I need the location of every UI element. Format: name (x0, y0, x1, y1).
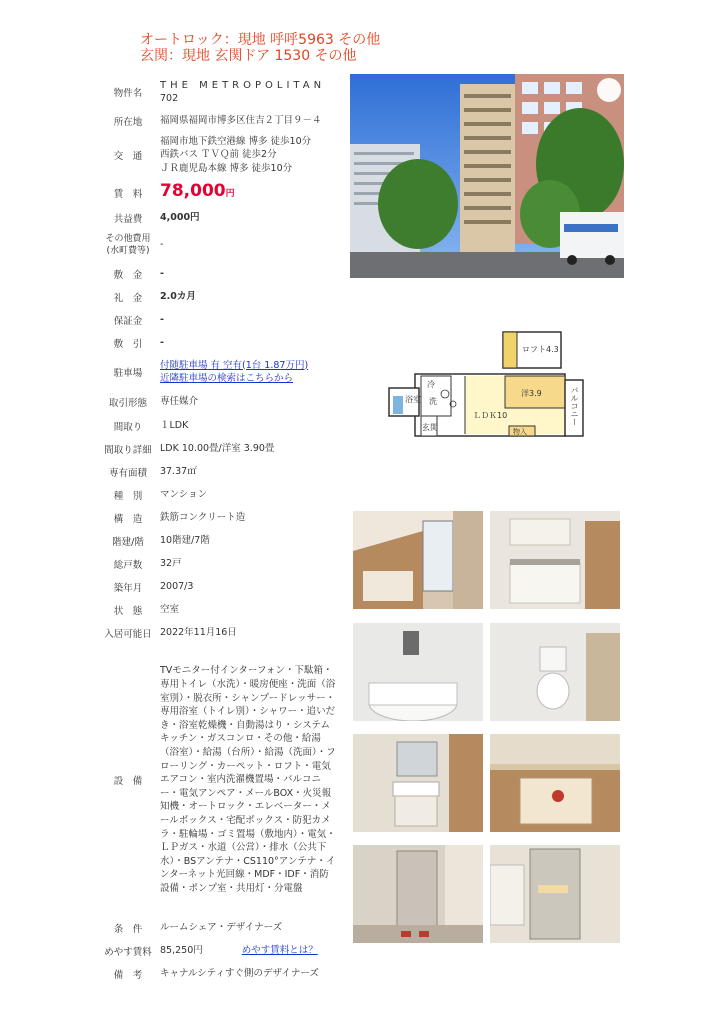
row-hoshokin (100, 308, 340, 331)
row-shikikin (100, 262, 340, 286)
row-name (100, 74, 340, 110)
photo-storage[interactable] (490, 845, 620, 943)
value-equipment: TVモニター付インターフォン・下駄箱・専用トイレ（水洗）・暖房便座・洗面（浴室別）・脱衣所・シャンプードレッサー・専用浴室（トイレ別）・シャワー・追いだき・浴室乾燥機・自動湯はり・システムキッチン・ガスコンロ・その他・給湯（浴室）・給湯（台所）・給湯（洗面）・フローリング・カーペット・ロフト・電気エアコン・室内洗濯機置場・バルコニー・電気アンペア・メールBOX・火災報知機・オートロック・エレベーター・メールボックス・宅配ボックス・防犯カメラ・駐輪場・ゴミ置場（敷地内）・電気・ＬＰガス・水道（公営）・排水（公共下水）・BSアンテナ・CS110°アンテナ・インターネット光回線・MDF・IDF・消防設備・ポンプ室・共用灯・分電盤 (160, 665, 336, 894)
header-line-1: オートロック：現地 呼呼5963 その他 (140, 32, 381, 48)
spec-table (100, 74, 340, 985)
parking-info-link[interactable]: 付随駐車場 有 空有(1台 1.87万円) (160, 359, 309, 371)
fp-bath-label: 浴室 (405, 395, 421, 404)
photo-loft-room[interactable] (353, 511, 483, 609)
value-other: - (160, 239, 164, 251)
label-transport: 交 通 (113, 151, 143, 162)
value-area: 37.37㎡ (160, 465, 197, 477)
label-shikibiki: 敷 引 (113, 338, 143, 350)
label-units: 総戸数 (113, 559, 143, 571)
fp-cold-label: 冷 (427, 380, 435, 389)
value-type: マンション (160, 488, 208, 500)
floor-plan[interactable] (385, 330, 585, 442)
value-parking (160, 359, 308, 386)
row-deal (100, 390, 340, 414)
value-hoshokin: - (160, 313, 164, 325)
row-area (100, 460, 340, 483)
value-common: 4,000円 (160, 212, 200, 224)
value-name (160, 79, 325, 106)
value-layout-detail: LDK 10.00畳/洋室 3.90畳 (160, 442, 275, 454)
label-floor: 階建/階 (112, 536, 144, 548)
label-equipment: 設 備 (113, 776, 143, 787)
fp-storage-label: 物入 (513, 428, 527, 436)
transport-1: 福岡市地下鉄空港線 博多 徒歩10分 (160, 135, 312, 147)
label-area: 専有面積 (108, 467, 147, 479)
label-deal: 取引形態 (108, 398, 147, 409)
header-notes (140, 32, 380, 64)
label-conditions: 条 件 (113, 923, 143, 935)
label-parking: 駐車場 (113, 368, 143, 379)
header-line-2: 玄関：現地 玄関ドア 1530 その他 (140, 48, 357, 64)
value-shikibiki: - (160, 336, 164, 348)
photo-bedroom[interactable] (490, 734, 620, 832)
row-layout-detail (100, 437, 340, 460)
row-structure (100, 506, 340, 529)
value-reikin: 2.0カ月 (160, 291, 196, 303)
transport-3: ＪＲ鹿児島本線 博多 徒歩10分 (160, 162, 293, 174)
transport-2: 西鉄バス ＴＶＱ前 徒歩2分 (160, 149, 277, 161)
value-rent (160, 180, 235, 202)
row-floor (100, 529, 340, 552)
meyasu-help-link[interactable]: めやす賃料とは？ (241, 944, 318, 956)
building-exterior-photo[interactable] (350, 74, 624, 278)
row-status (100, 598, 340, 621)
row-built (100, 575, 340, 598)
label-rent: 賃 料 (113, 189, 143, 200)
room-number: 702 (160, 93, 179, 104)
value-meyasu (160, 944, 318, 958)
value-layout: １LDK (160, 419, 189, 431)
label-status: 状 態 (113, 605, 143, 617)
photo-bathroom[interactable] (353, 623, 483, 721)
row-parking (100, 354, 340, 390)
value-deal: 専任媒介 (160, 396, 199, 408)
row-rent (100, 178, 340, 208)
row-conditions (100, 916, 340, 939)
photo-entrance[interactable] (353, 845, 483, 943)
value-address: 福岡県福岡市博多区住吉２丁目９－４ (160, 115, 322, 127)
fp-balcony-label: バルコニー (570, 386, 579, 426)
label-reikin: 礼 金 (113, 293, 143, 304)
label-built: 築年月 (113, 582, 143, 594)
value-built: 2007/3 (160, 580, 194, 592)
label-hoshokin: 保証金 (113, 315, 143, 327)
rent-unit: 円 (225, 188, 235, 199)
fp-western-label: 洋3.9 (521, 389, 542, 398)
label-type: 種 別 (113, 490, 143, 502)
label-address: 所在地 (113, 117, 143, 128)
value-transport (160, 135, 311, 176)
value-units: 32戸 (160, 557, 182, 569)
label-shikikin: 敷 金 (113, 270, 143, 281)
row-other (100, 228, 340, 262)
meyasu-amount: 85,250円 (160, 944, 203, 956)
value-conditions: ルームシェア・デザイナーズ (160, 921, 283, 933)
label-structure: 構 造 (113, 513, 143, 525)
row-reikin (100, 286, 340, 308)
row-movein (100, 621, 340, 644)
label-layout: 間取り (113, 421, 143, 433)
row-transport (100, 132, 340, 178)
row-type (100, 483, 340, 506)
fp-wash-label: 洗 (429, 397, 437, 406)
fp-ldk-label: ＬＤＫ10 (473, 411, 508, 420)
photo-washroom[interactable] (353, 734, 483, 832)
row-address (100, 110, 340, 132)
label-layout-detail: 間取り詳細 (104, 444, 152, 456)
row-meyasu (100, 939, 340, 962)
label-remarks: 備 考 (113, 969, 143, 981)
fp-entrance-label: 玄関 (422, 423, 438, 432)
row-equipment (100, 644, 340, 916)
rent-amount: 78,000 (160, 180, 226, 201)
row-common (100, 208, 340, 228)
building-name: THE METROPOLITAN (160, 79, 326, 91)
value-shikikin: - (160, 268, 164, 280)
row-remarks (100, 962, 340, 985)
value-structure: 鉄筋コンクリート造 (160, 511, 246, 523)
row-units (100, 552, 340, 575)
photo-kitchen[interactable] (490, 511, 620, 609)
row-shikibiki (100, 331, 340, 354)
fp-loft-label: ロフト4.3 (522, 345, 559, 354)
value-status: 空室 (160, 603, 180, 615)
photo-toilet[interactable] (490, 623, 620, 721)
nearby-parking-link[interactable]: 近隣駐車場の検索はこちらから (160, 373, 294, 384)
label-name: 物件名 (113, 88, 143, 99)
value-movein: 2022年11月16日 (160, 626, 237, 638)
value-remarks: キャナルシティすぐ側のデザイナーズ (160, 967, 319, 979)
label-movein: 入居可能日 (104, 628, 152, 640)
value-floor: 10階建/7階 (160, 534, 210, 546)
label-other: その他費用(水町費等) (105, 234, 151, 256)
row-layout (100, 414, 340, 437)
label-meyasu: めやす賃料 (104, 946, 152, 958)
label-common: 共益費 (113, 214, 143, 225)
